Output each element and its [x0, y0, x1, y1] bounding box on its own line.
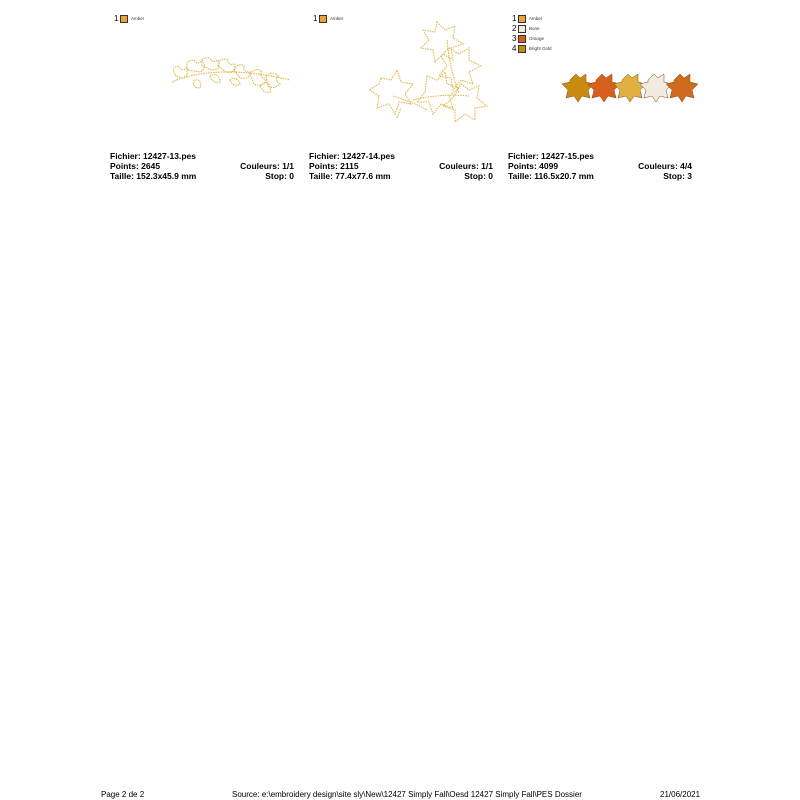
- print-date: 21/06/2021: [660, 790, 701, 799]
- swatch-name: Amber: [330, 16, 344, 21]
- colors-count: Couleurs: 4/4: [638, 161, 692, 171]
- embroidery-preview-leaf-corner: [309, 0, 499, 150]
- swatch-number: 1: [512, 14, 517, 23]
- file-name: Fichier: 12427-13.pes: [110, 151, 196, 161]
- leaf-bone-icon: [640, 74, 672, 102]
- swatch-name: Amber: [529, 16, 543, 21]
- colors-count: Couleurs: 1/1: [439, 161, 493, 171]
- swatch-number: 3: [512, 34, 517, 43]
- swatch-name: Orange: [529, 36, 545, 41]
- points-count: Points: 4099: [508, 161, 559, 171]
- stops-count: Stop: 0: [464, 171, 493, 181]
- points-count: Points: 2115: [309, 161, 359, 171]
- design-size: Taille: 152.3x45.9 mm: [110, 171, 197, 181]
- file-name: Fichier: 12427-15.pes: [508, 151, 594, 161]
- swatch-name: Bone: [529, 26, 540, 31]
- swatch-number: 2: [512, 24, 517, 33]
- design-info: [309, 151, 493, 181]
- stops-count: Stop: 0: [265, 171, 294, 181]
- leaf-amber-icon: [614, 74, 646, 102]
- design-size: Taille: 116.5x20.7 mm: [508, 171, 594, 181]
- leaf-orange-icon: [588, 74, 620, 102]
- leaf-gold-icon: [562, 74, 594, 102]
- swatch-name: Amber: [131, 16, 145, 21]
- embroidery-preview-leaf-row: [508, 0, 698, 150]
- swatch-number: 1: [114, 14, 119, 23]
- design-info: [110, 151, 294, 181]
- embroidery-preview-leaf-garland: [110, 0, 300, 150]
- swatch-number: 4: [512, 44, 517, 53]
- swatch-name: Bright Gold: [529, 46, 552, 51]
- swatch-number: 1: [313, 14, 318, 23]
- source-path: Source: e:\embroidery design\site sly\New\12427 Simply Fall\Oesd 12427 Simply Fall\PES Dossier: [232, 790, 582, 799]
- leaf-orange-icon: [666, 74, 698, 102]
- design-size: Taille: 77.4x77.6 mm: [309, 171, 391, 181]
- file-name: Fichier: 12427-14.pes: [309, 151, 395, 161]
- colors-count: Couleurs: 1/1: [240, 161, 294, 171]
- points-count: Points: 2645: [110, 161, 161, 171]
- page-number: Page 2 de 2: [101, 790, 145, 799]
- stops-count: Stop: 3: [663, 171, 692, 181]
- design-info: [508, 151, 692, 181]
